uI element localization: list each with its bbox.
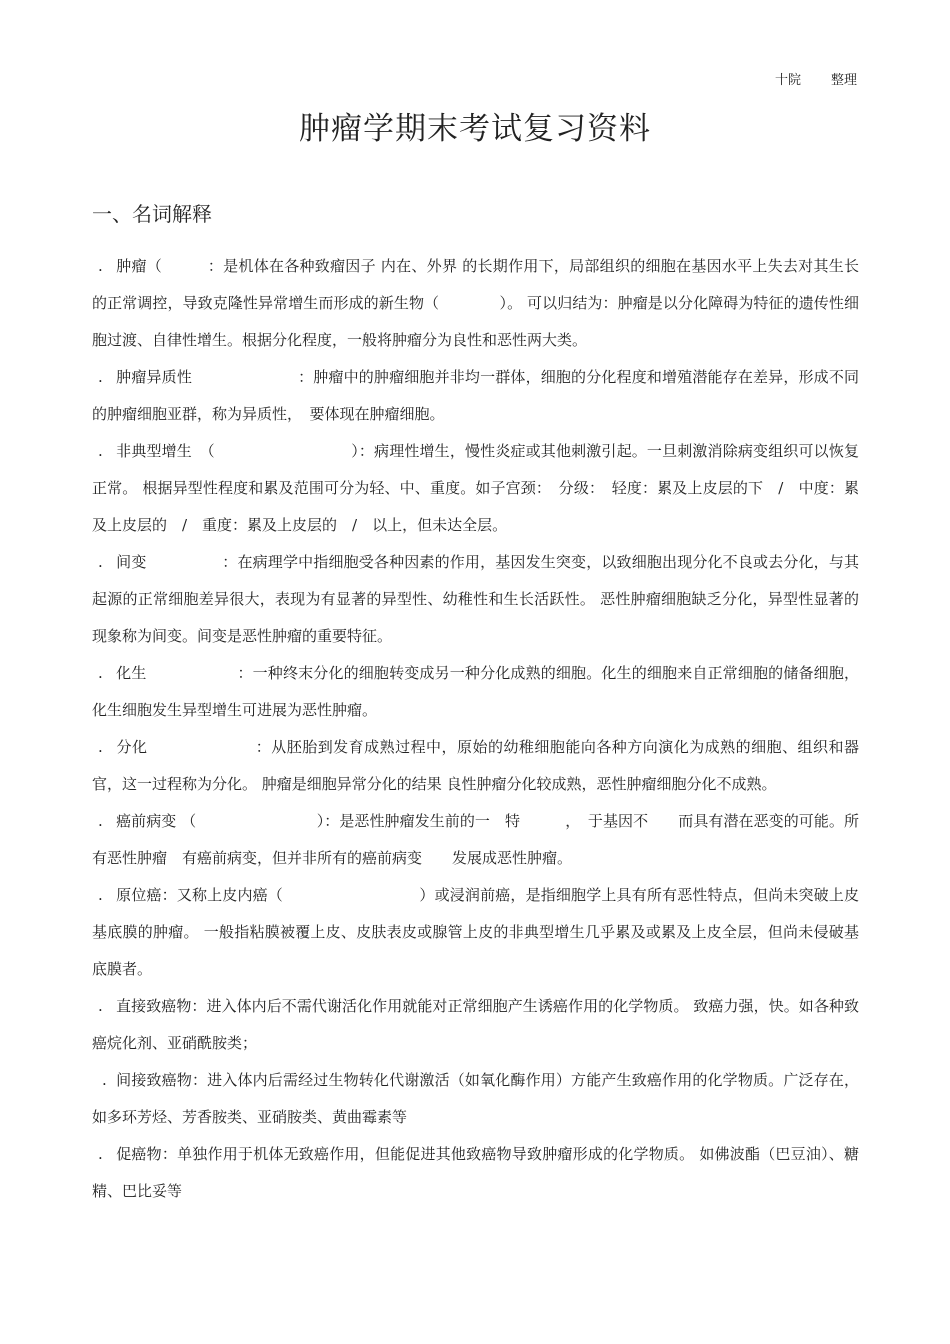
definition-item-anaplasia <box>92 544 859 655</box>
section-heading: 一、名词解释 <box>92 202 212 226</box>
page-title: 肿瘤学期末考试复习资料 <box>299 111 651 147</box>
definition-item-heterogeneity <box>92 359 859 433</box>
item-bullet: . <box>98 812 103 830</box>
item-text: 癌前病变 （ ）：是恶性肿瘤发生前的一 特 ， 于基因不 而具有潜在恶变的可能。所有恶性肿瘤 有癌前病变，但并非所有的癌前病变 发展成恶性肿瘤。 <box>92 812 859 867</box>
item-bullet: . <box>98 997 103 1015</box>
item-text: 直接致癌物：进入体内后不需代谢活化作用就能对正常细胞产生诱癌作用的化学物质。 致癌力强，快。如各种致癌烷化剂、亚硝酰胺类； <box>92 997 859 1052</box>
definition-item-tumor <box>92 248 859 359</box>
definition-item-promoter <box>92 1136 859 1210</box>
item-bullet: . <box>98 886 103 904</box>
item-text: 促癌物：单独作用于机体无致癌作用，但能促进其他致癌物导致肿瘤形成的化学物质。 如佛波酯（巴豆油）、糖精、巴比妥等 <box>92 1145 859 1200</box>
definition-item-atypical-hyperplasia <box>92 433 859 544</box>
header-note-left: 十院 <box>775 73 802 88</box>
item-bullet: . <box>98 442 103 460</box>
item-text: 肿瘤（ ：是机体在各种致瘤因子 内在、外界 的长期作用下，局部组织的细胞在基因水平上失去对其生长的正常调控，导致克隆性异常增生而形成的新生物（ ）。 可以归结为：肿瘤是以分化障碍为特征的遗传性细胞过渡、自律性增生。根据分化程度，一般将肿瘤分为良性和恶性两大类。 <box>92 257 859 349</box>
definition-item-direct-carcinogen <box>92 988 859 1062</box>
item-text: 原位癌：又称上皮内癌（ ）或浸润前癌，是指细胞学上具有所有恶性特点，但尚未突破上皮基底膜的肿瘤。 一般指粘膜被覆上皮、皮肤表皮或腺管上皮的非典型增生几乎累及或累及上皮全层，但尚未侵破基底膜者。 <box>92 886 859 978</box>
definition-item-metaplasia <box>92 655 859 729</box>
header-note <box>775 72 885 90</box>
item-text: 分化 ：从胚胎到发育成熟过程中，原始的幼稚细胞能向各种方向演化为成熟的细胞、组织和器官，这一过程称为分化。 肿瘤是细胞异常分化的结果 良性肿瘤分化较成熟，恶性肿瘤细胞分化不成熟。 <box>92 738 859 793</box>
item-bullet: . <box>98 553 103 571</box>
definition-list <box>92 248 859 1210</box>
item-text: 间变 ：在病理学中指细胞受各种因素的作用，基因发生突变，以致细胞出现分化不良或去分化，与其起源的正常细胞差异很大，表现为有显著的异型性、幼稚性和生长活跃性。 恶性肿瘤细胞缺乏分化，异型性显著的现象称为间变。间变是恶性肿瘤的重要特征。 <box>92 553 859 645</box>
item-bullet: . <box>98 257 103 275</box>
item-text: 间接致癌物：进入体内后需经过生物转化代谢激活（如氧化酶作用）方能产生致癌作用的化学物质。广泛存在，如多环芳烃、芳香胺类、亚硝胺类、黄曲霉素等 <box>92 1071 859 1126</box>
header-note-right: 整理 <box>831 73 858 88</box>
item-text: 化生 ：一种终末分化的细胞转变成另一种分化成熟的细胞。化生的细胞来自正常细胞的储备细胞，化生细胞发生异型增生可进展为恶性肿瘤。 <box>92 664 859 719</box>
item-bullet: . <box>98 368 103 386</box>
definition-item-carcinoma-in-situ <box>92 877 859 988</box>
definition-item-precancerous-lesion <box>92 803 859 877</box>
item-bullet: . <box>98 664 103 682</box>
item-bullet: . <box>98 1145 103 1163</box>
item-bullet: . <box>98 738 103 756</box>
item-bullet: . <box>102 1071 107 1089</box>
item-text: 肿瘤异质性 ：肿瘤中的肿瘤细胞并非均一群体，细胞的分化程度和增殖潜能存在差异，形成不同的肿瘤细胞亚群，称为异质性， 要体现在肿瘤细胞。 <box>92 368 859 423</box>
definition-item-indirect-carcinogen <box>92 1062 859 1136</box>
definition-item-differentiation <box>92 729 859 803</box>
item-text: 非典型增生 （ ）：病理性增生，慢性炎症或其他刺激引起。一旦刺激消除病变组织可以恢复正常。 根据异型性程度和累及范围可分为轻、中、重度。如子宫颈： 分级： 轻度：累及上皮层的下 / 中度：累及上皮层的 / 重度：累及上皮层的 / 以上，但未达全层。 <box>92 442 859 534</box>
